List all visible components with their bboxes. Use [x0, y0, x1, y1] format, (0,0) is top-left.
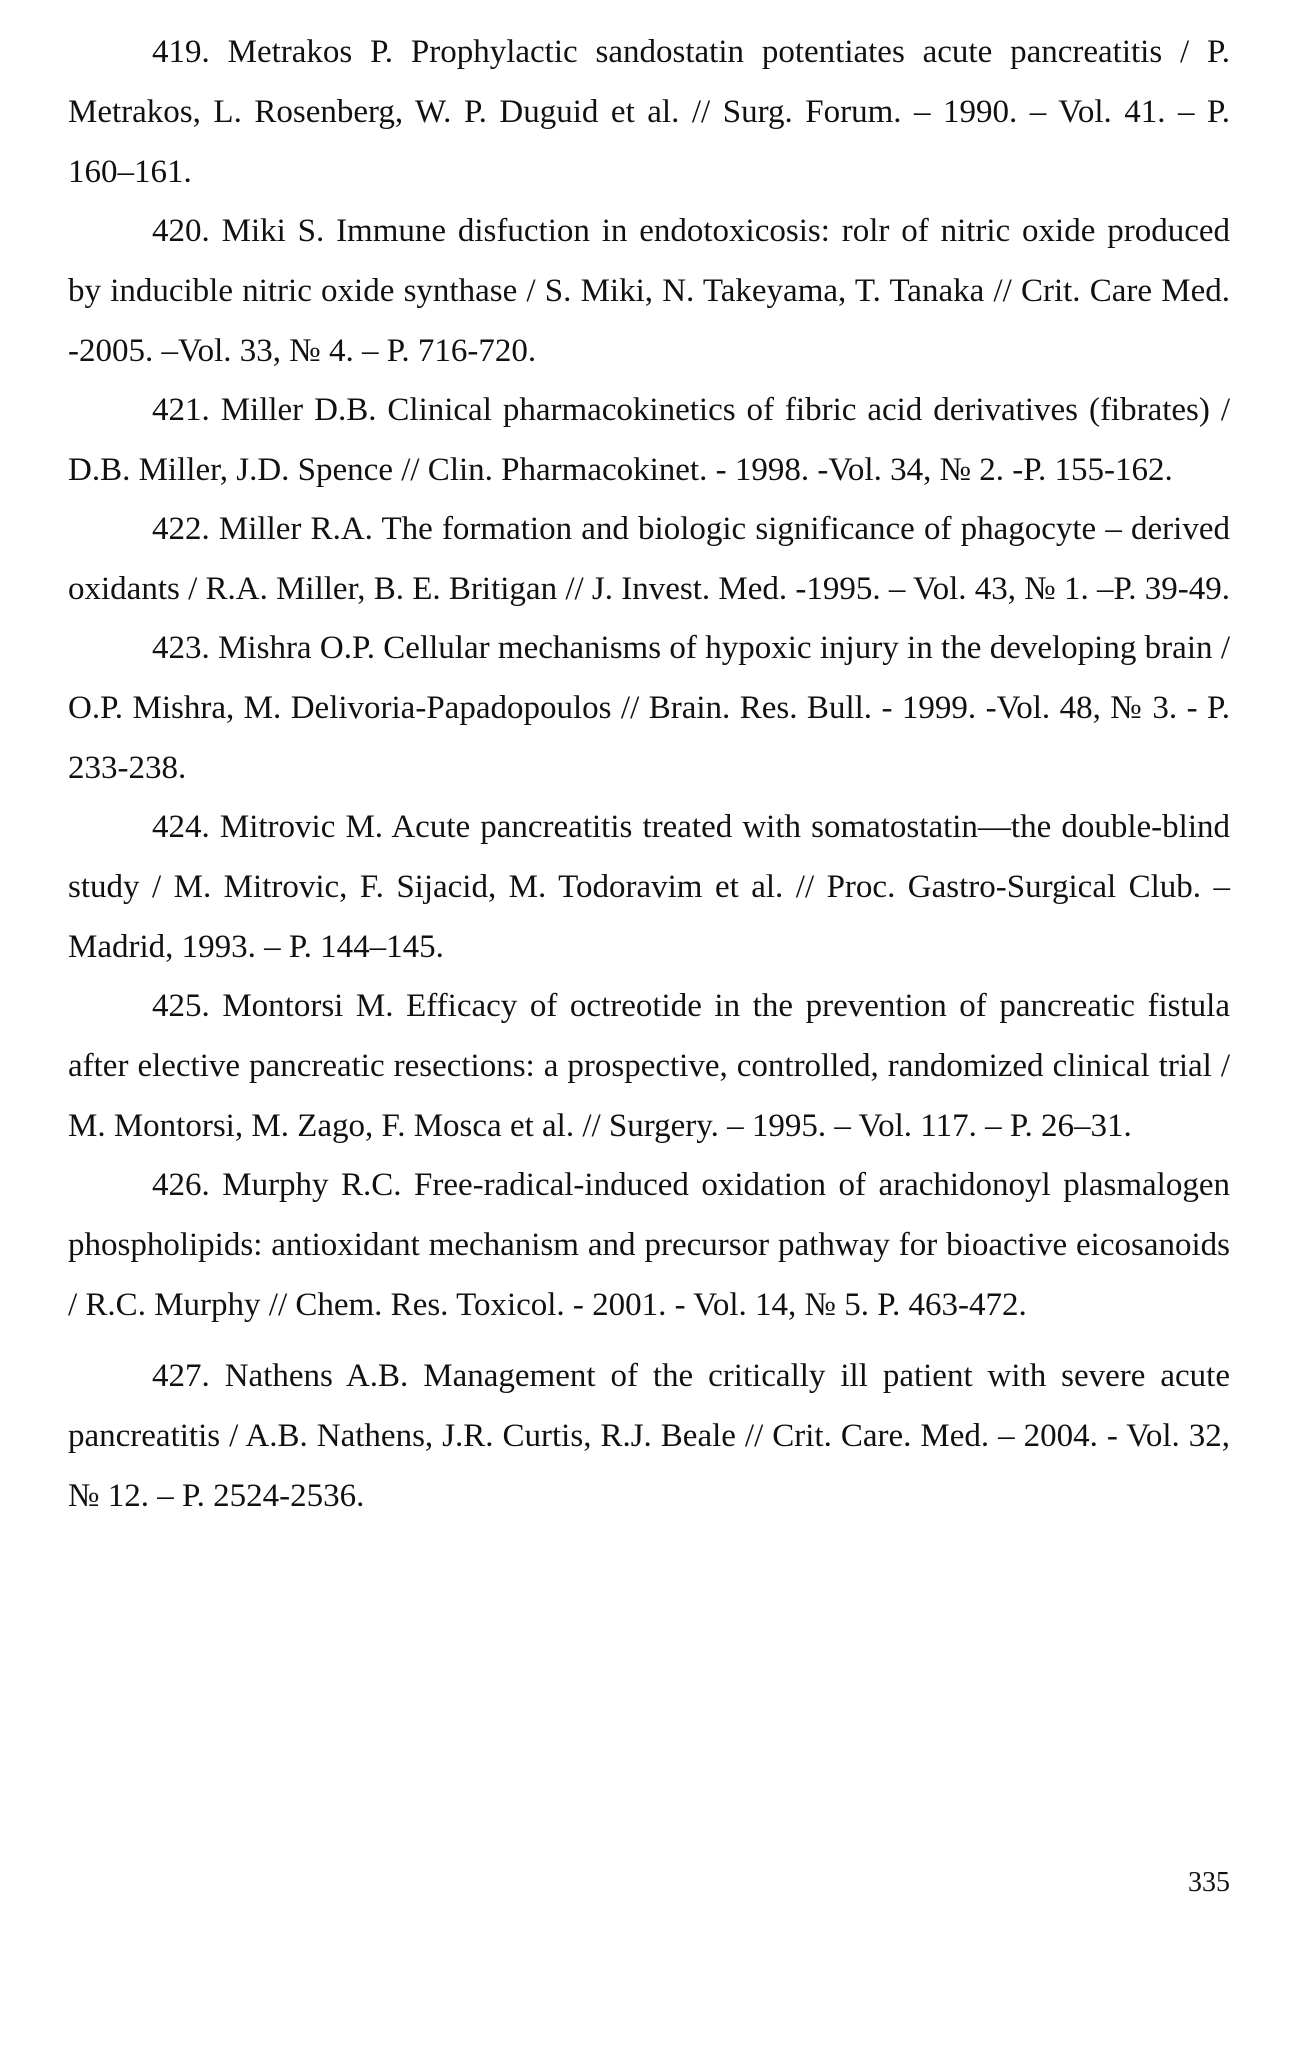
reference-item: 423. Mishra O.P. Cellular mechanisms of hypoxic injury in the developing brain / O.P. Mishra, M. Delivoria-Papadopoulos // Brain. Res. Bull. - 1999. -Vol. 48, № 3. - P. 233-238. — [68, 630, 1230, 786]
reference-item: 425. Montorsi M. Efficacy of octreotide in the prevention of pancreatic fistula after elective pancreatic resections: a prospective, controlled, randomized clinical trial / M. Montorsi, M. Zago, F. Mosca et al. // Surgery. – 1995. – Vol. 117. – P. 26–31. — [68, 988, 1230, 1144]
page-number: 335 — [1188, 1867, 1230, 1898]
reference-item: 426. Murphy R.C. Free-radical-induced oxidation of arachidonoyl plasmalogen phospholipids: antioxidant mechanism and precursor pathway for bioactive eicosanoids / R.C. Murphy // Chem. Res. Toxicol. - 2001. - Vol. 14, № 5. P. 463-472. — [68, 1167, 1230, 1323]
reference-item: 421. Miller D.B. Clinical pharmacokinetics of fibric acid derivatives (fibrates) / D.B. Miller, J.D. Spence // Clin. Pharmacokinet. - 1998. -Vol. 34, № 2. -P. 155-162. — [68, 392, 1230, 488]
reference-item: 420. Miki S. Immune disfuction in endotoxicosis: rolr of nitric oxide produced by inducible nitric oxide synthase / S. Miki, N. Takeyama, T. Tanaka // Crit. Care Med. -2005. –Vol. 33, № 4. – P. 716-720. — [68, 213, 1230, 369]
reference-item: 424. Mitrovic M. Acute pancreatitis treated with somatostatin—the double-blind study / M. Mitrovic, F. Sijacid, M. Todoravim et al. // Proc. Gastro-Surgical Club. – Madrid, 1993. – P. 144–145. — [68, 809, 1230, 965]
reference-list — [68, 22, 1230, 1525]
reference-item: 419. Metrakos P. Prophylactic sandostatin potentiates acute pancreatitis / P. Metrakos, L. Rosenberg, W. P. Duguid et al. // Surg. Forum. – 1990. – Vol. 41. – P. 160–161. — [68, 34, 1230, 190]
reference-item: 422. Miller R.A. The formation and biologic significance of phagocyte – derived oxidants / R.A. Miller, B. E. Britigan // J. Invest. Med. -1995. – Vol. 43, № 1. –P. 39-49. — [68, 511, 1230, 607]
reference-item: 427. Nathens A.B. Management of the critically ill patient with severe acute pancreatitis / A.B. Nathens, J.R. Curtis, R.J. Beale // Crit. Care. Med. – 2004. - Vol. 32, № 12. – P. 2524-2536. — [68, 1358, 1230, 1514]
